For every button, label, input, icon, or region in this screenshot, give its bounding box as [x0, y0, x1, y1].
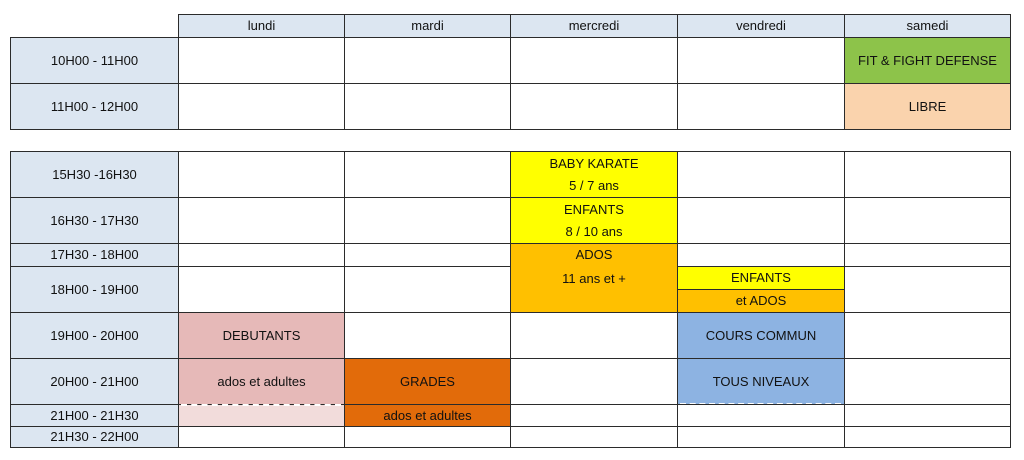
- time-slot: 18H00 - 19H00: [10, 266, 179, 313]
- empty-cell: [178, 266, 345, 313]
- class-title: BABY KARATE: [549, 155, 639, 171]
- class-enfants-ados-top: [677, 266, 845, 290]
- class-libre: [844, 83, 1011, 130]
- empty-cell: [178, 83, 345, 130]
- empty-cell: [178, 37, 345, 84]
- class-title: COURS COMMUN: [705, 327, 817, 343]
- class-title: DEBUTANTS: [222, 327, 301, 343]
- class-age: 5 / 7 ans: [569, 177, 619, 193]
- dashed-separator: [181, 404, 341, 406]
- empty-cell: [344, 243, 511, 267]
- time-slot: 20H00 - 21H00: [10, 358, 179, 405]
- empty-cell: [344, 151, 511, 198]
- time-slot: 11H00 - 12H00: [10, 83, 179, 130]
- empty-cell: [178, 426, 345, 448]
- empty-cell: [344, 266, 511, 313]
- empty-cell: [677, 426, 845, 448]
- class-subtitle: ados et adultes: [217, 373, 306, 389]
- empty-cell: [510, 83, 678, 130]
- class-cours-commun: [677, 312, 845, 359]
- time-slot: 15H30 -16H30: [10, 151, 179, 198]
- class-title: ENFANTS: [564, 201, 624, 217]
- class-title: ENFANTS: [731, 270, 791, 286]
- empty-cell: [677, 197, 845, 244]
- day-header-vendredi: vendredi: [677, 14, 845, 38]
- class-grades: [344, 358, 511, 405]
- empty-cell: [344, 197, 511, 244]
- day-header-samedi: samedi: [844, 14, 1011, 38]
- class-label: FIT & FIGHT DEFENSE: [858, 52, 997, 68]
- empty-cell: [677, 404, 845, 427]
- time-slot: 21H00 - 21H30: [10, 404, 179, 427]
- class-cours-commun-level: [677, 358, 845, 405]
- empty-cell: [510, 404, 678, 427]
- empty-cell: [844, 358, 1011, 405]
- class-age: 8 / 10 ans: [565, 223, 623, 239]
- empty-cell: [844, 312, 1011, 359]
- empty-cell: [178, 197, 345, 244]
- time-slot: 17H30 - 18H00: [10, 243, 179, 267]
- class-debutants-extension: [178, 404, 345, 427]
- time-slot: 21H30 - 22H00: [10, 426, 179, 448]
- class-enfants: [510, 197, 678, 244]
- time-slot: 19H00 - 20H00: [10, 312, 179, 359]
- empty-cell: [344, 426, 511, 448]
- empty-cell: [844, 151, 1011, 198]
- class-title: ADOS: [575, 247, 613, 262]
- class-title: GRADES: [400, 373, 455, 389]
- class-baby-karate: [510, 151, 678, 198]
- empty-cell: [844, 266, 1011, 313]
- empty-cell: [677, 37, 845, 84]
- day-header-lundi: lundi: [178, 14, 345, 38]
- empty-cell: [844, 197, 1011, 244]
- empty-cell: [844, 426, 1011, 448]
- class-ados: [510, 243, 678, 313]
- empty-cell: [178, 151, 345, 198]
- class-grades-audience: [344, 404, 511, 427]
- empty-cell: [677, 83, 845, 130]
- empty-cell: [677, 243, 845, 267]
- empty-cell: [510, 37, 678, 84]
- class-label: LIBRE: [908, 98, 947, 114]
- empty-cell: [344, 83, 511, 130]
- empty-cell: [178, 243, 345, 267]
- empty-cell: [510, 312, 678, 359]
- empty-cell: [510, 358, 678, 405]
- empty-cell: [677, 151, 845, 198]
- class-subtitle: TOUS NIVEAUX: [712, 373, 810, 389]
- class-fit-fight-defense: [844, 37, 1011, 84]
- class-debutants-audience: [178, 358, 345, 405]
- empty-cell: [844, 243, 1011, 267]
- empty-cell: [510, 426, 678, 448]
- empty-cell: [844, 404, 1011, 427]
- empty-cell: [344, 312, 511, 359]
- time-slot: 16H30 - 17H30: [10, 197, 179, 244]
- empty-cell: [344, 37, 511, 84]
- class-age: 11 ans et +: [562, 270, 626, 286]
- class-debutants: [178, 312, 345, 359]
- day-header-mercredi: mercredi: [510, 14, 678, 38]
- class-subtitle: ados et adultes: [383, 407, 472, 423]
- day-header-mardi: mardi: [344, 14, 511, 38]
- class-subtitle: et ADOS: [735, 293, 787, 309]
- class-enfants-ados-bottom: [677, 289, 845, 313]
- time-slot: 10H00 - 11H00: [10, 37, 179, 84]
